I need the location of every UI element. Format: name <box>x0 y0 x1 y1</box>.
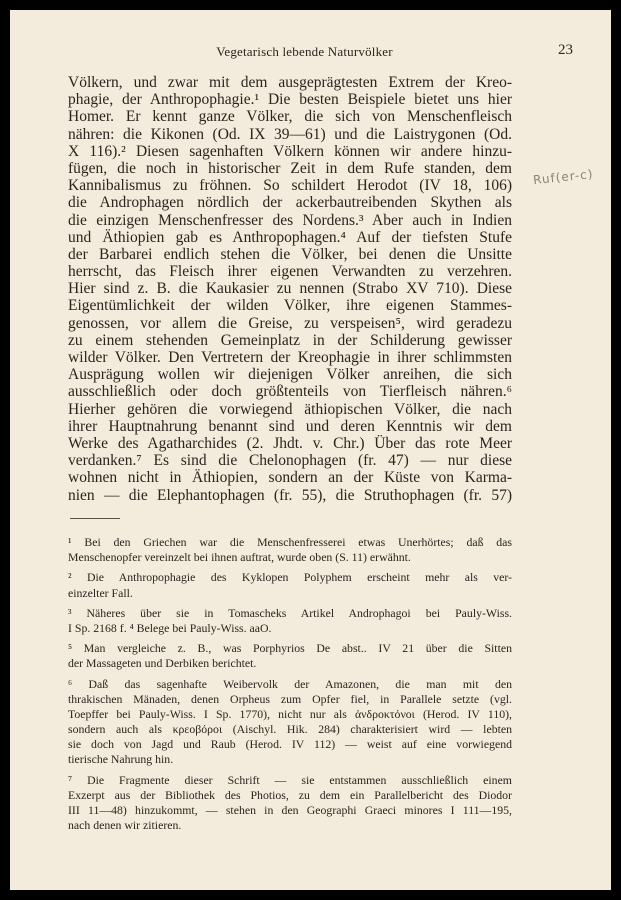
page-number: 23 <box>558 42 573 58</box>
body-line: Kannibalismus zu fröhnen. So schildert Herodot (IV 18, 106) <box>68 177 512 195</box>
footnote-line: tierische Nahrung hin. <box>68 752 174 767</box>
body-line: ausschließlich oder doch größtenteils von Tierfleisch nähren.⁶ <box>68 383 512 401</box>
book-page <box>10 10 611 890</box>
body-line: nien — die Elephantophagen (fr. 55), die Struthophagen (fr. 57) <box>68 486 512 504</box>
footnote <box>68 535 512 565</box>
body-line: verdanken.⁷ Es sind die Chelonophagen (fr. 47) — nur diese <box>68 452 512 470</box>
body-line: die Androphagen nördlich der ackerbautreibenden Skythen als <box>68 194 512 212</box>
body-line: Ausprägung wollen wir diejenigen Völker anreihen, die sich <box>68 366 512 384</box>
footnote-line: ⁶ Daß das sagenhafte Weibervolk der Amazonen, die man mit den <box>68 676 512 691</box>
body-line: Völkern, und zwar mit dem ausgeprägtesten Extrem der Kreo- <box>68 74 512 91</box>
footnote-line: sie doch von Jagd und Raub (Herod. IV 112) — weist auf eine vorwiegend <box>68 737 512 752</box>
body-line: nähren: die Kikonen (Od. IX 39—61) und die Laistrygonen (Od. <box>68 125 512 143</box>
footnote-line: III 11—48) hinzukommt, — stehen in den Geographi Graeci minores I 111—195, <box>68 803 512 817</box>
body-line: zu einem stehenden Gemeinplatz in der Schilderung gewisser <box>68 331 512 349</box>
footnote-line: Exzerpt aus der Bibliothek des Photios, zu dem ein Parallelbericht des Diodor <box>68 787 512 802</box>
footnote-line: ⁷ Die Fragmente dieser Schrift — sie entstammen ausschließlich einem <box>68 772 512 787</box>
body-line: Eigentümlichkeit der wilden Völker, ihre eigenen Stammes- <box>68 297 512 315</box>
body-line: genossen, vor allem die Greise, zu verspeisen⁵, wird geradezu <box>68 314 512 332</box>
footnote-line: nach denen wir zitieren. <box>68 818 182 833</box>
footnote-line: thrakischen Mänaden, denen Orpheus zum Opfer fiel, in Parallele setzte (vgl. <box>68 691 512 706</box>
footnote-line: Toepffer bei Pauly-Wiss. I Sp. 1770), nicht nur als ἀνδροκτόνοι (Herod. IV 110), <box>68 706 512 721</box>
footnote <box>68 570 512 600</box>
footnote <box>68 773 512 834</box>
footnote-line: ³ Näheres über sie in Tomascheks Artikel Androphagoi bei Pauly-Wiss. <box>68 605 512 620</box>
body-line: Hier sind z. B. die Kaukasier zu nennen (Strabo XV 710). Diese <box>68 280 512 298</box>
body-line: wohnen nicht in Äthiopien, sondern an der Küste von Karma- <box>68 469 512 487</box>
footnote-line: ² Die Anthropophagie des Kyklopen Polyphem erscheint mehr als ver- <box>68 570 512 585</box>
body-text <box>68 74 512 504</box>
footnote-line: I Sp. 2168 f. ⁴ Belege bei Pauly-Wiss. aaO. <box>68 620 272 635</box>
body-line: X 116).² Diesen sagenhaften Völkern können wir andere hinzu- <box>68 142 512 160</box>
body-line: herrscht, das Fleisch ihrer eigenen Verwandten zu verzehren. <box>68 263 512 281</box>
footnote-line: der Massageten und Derbiken berichtet. <box>68 656 257 671</box>
body-line: und Äthiopien gab es Anthropophagen.⁴ Auf der tiefsten Stufe <box>68 228 512 246</box>
body-line: Homer. Er kennt ganze Völker, die sich von Menschenfleisch <box>68 108 512 126</box>
body-line: wilder Völker. Den Vertretern der Kreophagie in ihrer schlimmsten <box>68 349 512 366</box>
footnote-line: Menschenopfer vereinzelt bei ihnen auftrat, wurde oben (S. 11) erwähnt. <box>68 550 411 565</box>
body-line: fügen, die noch in historischer Zeit in dem Rufe standen, dem <box>68 159 512 177</box>
handwritten-margin-note: Ruf(er-c) <box>532 166 595 188</box>
footnote <box>68 677 512 768</box>
body-line: der Barbarei endlich stehen die Völker, bei denen die Unsitte <box>68 245 512 263</box>
footnote <box>68 606 512 636</box>
body-line: die einzigen Menschenfresser des Nordens.³ Aber auch in Indien <box>68 211 512 229</box>
footnote-line: sondern auch als κρεοβόροι (Aischyl. Hik. 284) charakterisiert wird — lebten <box>68 722 512 737</box>
footnote-line: ⁵ Man vergleiche z. B., was Porphyrios De abst.. IV 21 über die Sitten <box>68 641 512 656</box>
body-line: phagie, der Anthropophagie.¹ Die besten Beispiele bietet uns hier <box>68 91 512 109</box>
footnote-line: einzelter Fall. <box>68 585 133 600</box>
footnote-line: ¹ Bei den Griechen war die Menschenfresserei etwas Unerhörtes; daß das <box>68 535 512 549</box>
pencil-underline <box>70 518 120 519</box>
body-line: ihrer Hauptnahrung benannt sind und deren Kenntnis wir dem <box>68 417 512 435</box>
page-header <box>68 42 573 64</box>
footnotes <box>68 535 512 833</box>
running-head: Vegetarisch lebende Naturvölker <box>216 44 393 59</box>
body-line: Hierher gehören die vorwiegend äthiopischen Völker, die nach <box>68 400 512 418</box>
body-line: Werke des Agatharchides (2. Jhdt. v. Chr.) Über das rote Meer <box>68 434 512 452</box>
footnote <box>68 641 512 671</box>
